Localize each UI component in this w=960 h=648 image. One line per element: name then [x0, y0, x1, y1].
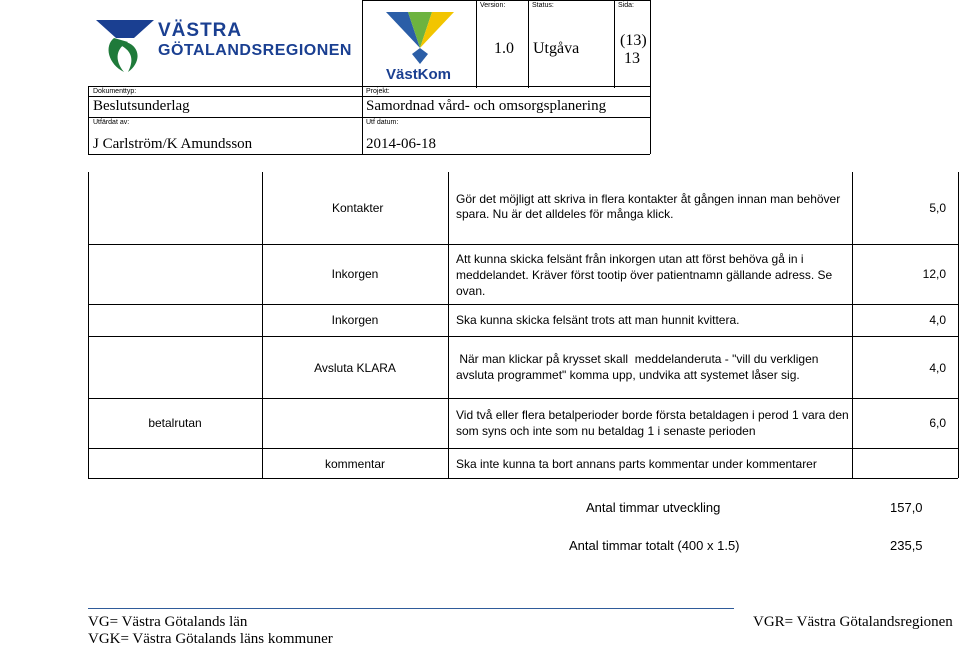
row-description: Att kunna skicka felsänt från inkorgen utan att först behöva gå in i meddelandet. Kräver först tootip över patientnamn gällande adress. Se ovan. — [456, 252, 833, 298]
vgr-logo — [94, 16, 352, 76]
row-topic: Inkorgen — [331, 313, 379, 327]
vgr-logo-line2: GÖTALANDSREGIONEN — [158, 42, 352, 59]
vastkom-logo — [382, 8, 458, 86]
row-hours: 12,0 — [922, 267, 946, 281]
row-description: Vid två eller flera betalperioder borde första betaldagen i perod 1 vara den som syns och inte som nu betaldag 1 i senaste perioden — [456, 408, 849, 438]
row-topic: Kontakter — [332, 201, 384, 215]
doctype-label: Dokumenttyp: — [93, 88, 137, 95]
date-value: 2014-06-18 — [366, 136, 436, 152]
page-value-2: 13 — [624, 50, 640, 67]
vgr-logo-line1: VÄSTRA — [158, 20, 243, 41]
total-hours-label: Antal timmar totalt (400 x 1.5) — [569, 538, 740, 553]
project-value: Samordnad vård- och omsorgsplanering — [366, 98, 607, 114]
footer-vgr: VGR= Västra Götalandsregionen — [753, 614, 953, 630]
version-value: 1.0 — [494, 40, 514, 57]
row-description: Ska kunna skicka felsänt trots att man hunnit kvittera. — [456, 313, 740, 327]
row-description: När man klickar på krysset skall meddelanderuta - "vill du verkligen avsluta programmet" komma upp, undvika att systemet låser sig. — [456, 352, 822, 382]
footer-vgk: VGK= Västra Götalands läns kommuner — [88, 631, 333, 647]
status-value: Utgåva — [533, 40, 580, 57]
total-dev-value: 157,0 — [890, 500, 923, 515]
row-hours: 4,0 — [929, 361, 946, 375]
vastkom-logo-text: VästKom — [386, 66, 452, 83]
row-hours — [852, 452, 958, 476]
page-label: Sida: — [618, 2, 634, 9]
project-label: Projekt: — [366, 88, 390, 95]
total-dev-label: Antal timmar utveckling — [586, 500, 721, 515]
row-topic: Avsluta KLARA — [314, 361, 396, 375]
row-hours: 5,0 — [929, 201, 946, 215]
status-label: Status: — [532, 2, 554, 9]
row-hours: 6,0 — [929, 416, 946, 430]
version-label: Version: — [480, 2, 506, 9]
doctype-value: Beslutsunderlag — [93, 98, 190, 114]
vastkom-emblem-icon — [382, 8, 458, 68]
total-hours-value: 235,5 — [890, 538, 923, 553]
vgr-emblem-icon — [94, 16, 156, 74]
row-topic: Inkorgen — [331, 267, 379, 281]
issued-by-label: Utfärdat av: — [93, 119, 130, 126]
footer-divider — [88, 608, 734, 609]
page-value-1: (13) — [620, 32, 647, 49]
row-topic: kommentar — [324, 457, 386, 471]
date-label: Utf datum: — [366, 119, 399, 126]
row-description: Gör det möjligt att skriva in flera kontakter åt gången innan man behöver spara. Nu är det alldeles för många klick. — [456, 192, 841, 221]
row-hours: 4,0 — [929, 313, 946, 327]
row-description: Ska inte kunna ta bort annans parts kommentar under kommentarer — [456, 457, 817, 471]
footer-vg: VG= Västra Götalands län — [88, 614, 248, 630]
issued-by-value: J Carlström/K Amundsson — [93, 136, 253, 152]
row-topic: betalrutan — [148, 416, 202, 430]
